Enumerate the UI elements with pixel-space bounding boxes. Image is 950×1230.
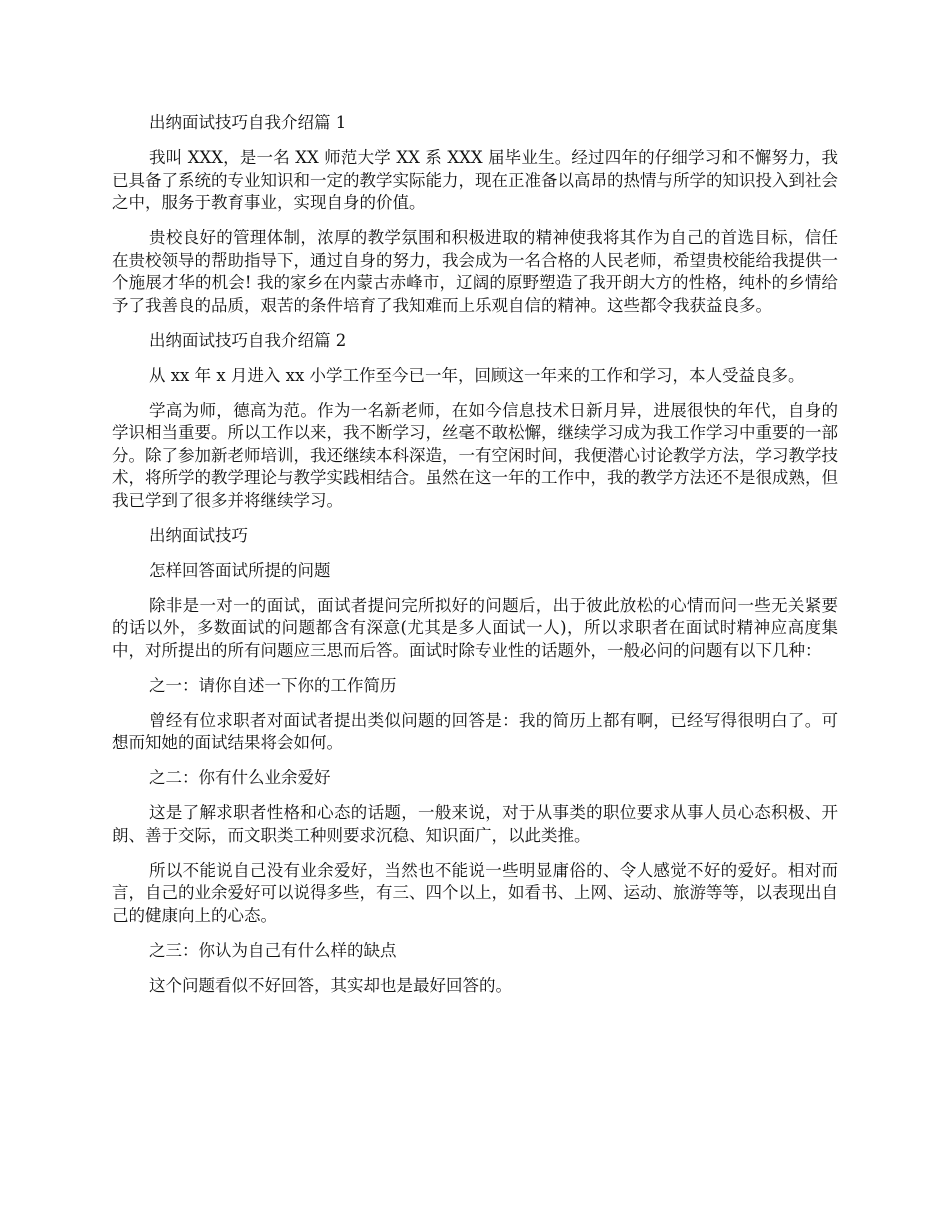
section-heading-1: 出纳面试技巧自我介绍篇 1 xyxy=(149,113,347,132)
paragraph-9: 这个问题看似不好回答，其实却也是最好回答的。 xyxy=(149,975,512,995)
paragraph-1: 我叫 XXX，是一名 XX 师范大学 XX 系 XXX 届毕业生。经过四年的仔细学习和不懈努力，我已具备了系统的专业知识和一定的教学实际能力，现在正准备以高昂的热情与所学的知识投入到社会之中，服务于教育事业，实现自身的价值。 xyxy=(112,148,838,212)
paragraph-5: 除非是一对一的面试，面试者提问完所拟好的问题后，出于彼此放松的心情而问一些无关紧要的话以外，多数面试的问题都含有深意(尤其是多人面试一人)，所以求职者在面试时精神应高度集中，对所提出的所有问题应三思而后答。面试时除专业性的话题外，一般必问的问题有以下几种： xyxy=(112,595,838,660)
paragraph-4: 学高为师，德高为范。作为一名新老师，在如今信息技术日新月异，进展很快的年代，自身的学识相当重要。所以工作以来，我不断学习，丝毫不敢松懈，继续学习成为我工作学习中重要的一部分。除了参加新老师培训，我还继续本科深造，一有空闲时间，我便潜心讨论教学方法，学习教学技术，将所学的教学理论与教学实践相结合。虽然在这一年的工作中，我的教学方法还不是很成熟，但我已学到了很多并将继续学习。 xyxy=(112,400,838,510)
question-heading-2: 之二：你有什么业余爱好 xyxy=(149,768,331,787)
section-heading-3: 出纳面试技巧 xyxy=(149,525,248,545)
paragraph-7: 这是了解求职者性格和心态的话题，一般来说，对于从事类的职位要求从事人员心态积极、开朗、善于交际，而文职类工种则要求沉稳、知识面广，以此类推。 xyxy=(112,803,838,845)
subheading-answering-questions: 怎样回答面试所提的问题 xyxy=(149,560,331,580)
paragraph-6: 曾经有位求职者对面试者提出类似问题的回答是：我的简历上都有啊，已经写得很明白了。可想而知她的面试结果将会如何。 xyxy=(112,710,838,752)
document-page xyxy=(112,112,838,1010)
paragraph-2: 贵校良好的管理体制，浓厚的教学氛围和积极进取的精神使我将其作为自己的首选目标，信任在贵校领导的帮助指导下，通过自身的努力，我会成为一名合格的人民老师，希望贵校能给我提供一个施展才华的机会! 我的家乡在内蒙古赤峰市，辽阔的原野塑造了我开朗大方的性格，纯朴的乡情给予了我善良的品质，艰苦的条件培育了我知难而上乐观自信的精神。这些都令我获益良多。 xyxy=(112,228,838,315)
question-heading-1: 之一：请你自述一下你的工作简历 xyxy=(149,675,397,695)
paragraph-3: 从 xx 年 x 月进入 xx 小学工作至今已一年，回顾这一年来的工作和学习，本人受益良多。 xyxy=(149,365,805,385)
paragraph-8: 所以不能说自己没有业余爱好，当然也不能说一些明显庸俗的、令人感觉不好的爱好。相对而言，自己的业余爱好可以说得多些，有三、四个以上，如看书、上网、运动、旅游等等，以表现出自己的健康向上的心态。 xyxy=(112,860,838,925)
section-heading-2: 出纳面试技巧自我介绍篇 2 xyxy=(149,330,347,350)
question-heading-3: 之三：你认为自己有什么样的缺点 xyxy=(149,940,397,960)
